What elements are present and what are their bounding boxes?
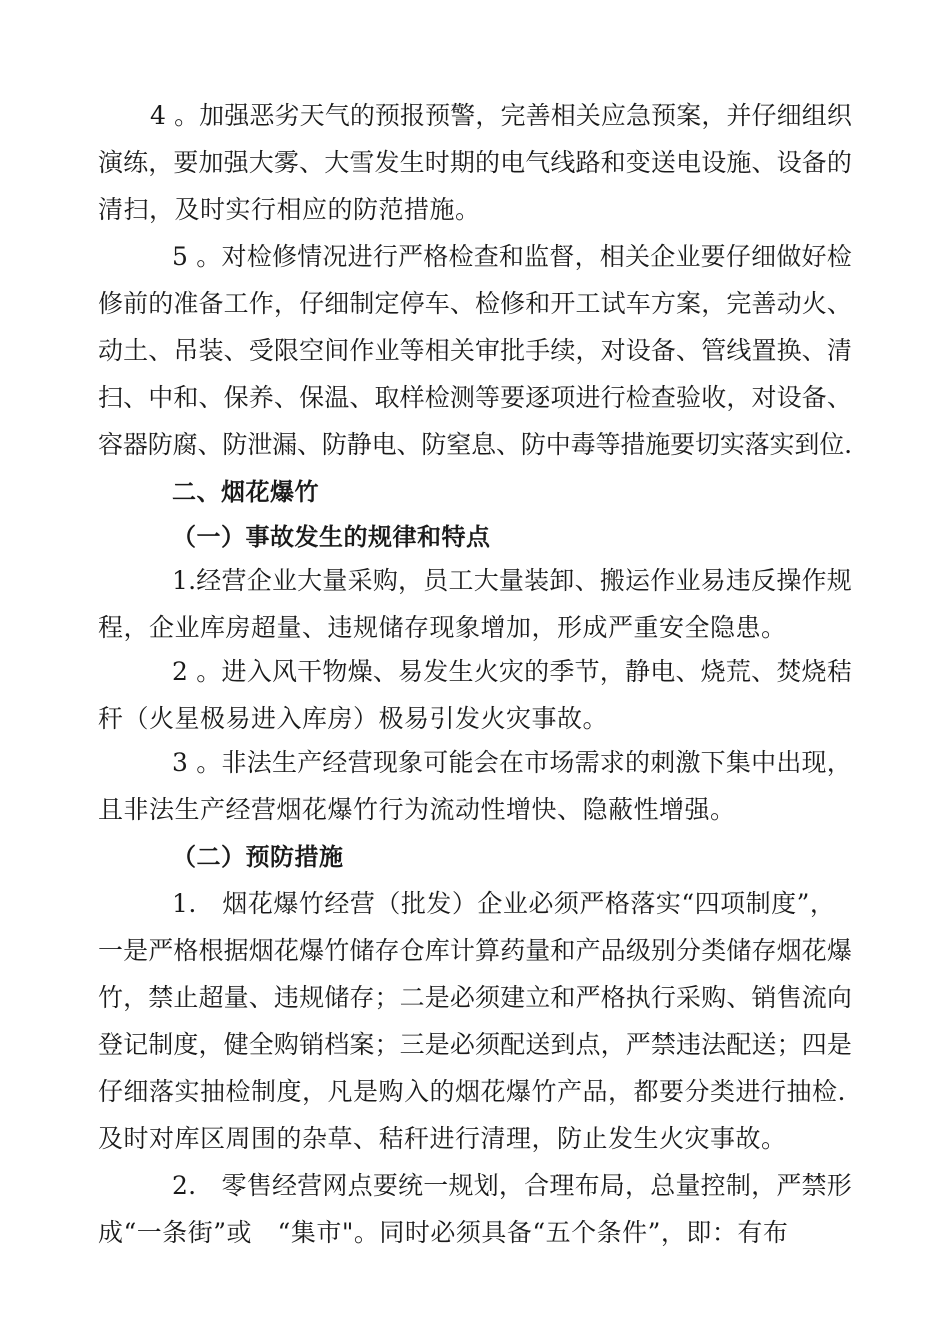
- text-line: 清扫，及时实行相应的防范措施。: [98, 195, 481, 224]
- text-line: 2 。进入风干物燥、易发生火灾的季节，静电、烧荒、焚烧秸: [172, 657, 852, 686]
- text-line: 演练，要加强大雾、大雪发生时期的电气线路和变送电设施、设备的: [98, 148, 852, 177]
- text-line: 登记制度，健全购销档案；三是必须配送到点，严禁违法配送；四是: [98, 1030, 852, 1059]
- text-line: 程，企业库房超量、违规储存现象增加，形成严重安全隐患。: [98, 613, 787, 642]
- subsection-heading: （二）预防措施: [172, 843, 344, 871]
- section-heading: 二、烟花爆竹: [172, 478, 319, 506]
- text-line: 成“一条街”或 “集市"。同时必须具备“五个条件”，即：有布: [98, 1218, 789, 1247]
- text-line: 2. 零售经营网点要统一规划，合理布局，总量控制，严禁形: [172, 1171, 852, 1200]
- text-line: 1.经营企业大量采购，员工大量装卸、搬运作业易违反操作规: [172, 566, 852, 595]
- text-line: 3 。非法生产经营现象可能会在市场需求的刺激下集中出现，: [172, 748, 852, 777]
- text-line: 且非法生产经营烟花爆竹行为流动性增快、隐蔽性增强。: [98, 795, 736, 824]
- text-line: 秆（火星极易进入库房）极易引发火灾事故。: [98, 704, 609, 733]
- text-line: 容器防腐、防泄漏、防静电、防窒息、防中毒等措施要切实落实到位.: [98, 430, 852, 459]
- text-line: 及时对库区周围的杂草、秸秆进行清理，防止发生火灾事故。: [98, 1124, 787, 1153]
- text-line: 修前的准备工作，仔细制定停车、检修和开工试车方案，完善动火、: [98, 289, 852, 318]
- text-line: 5 。对检修情况进行严格检查和监督，相关企业要仔细做好检: [172, 242, 852, 271]
- subsection-heading: （一）事故发生的规律和特点: [172, 523, 491, 551]
- text-line: 仔细落实抽检制度，凡是购入的烟花爆竹产品，都要分类进行抽检.: [98, 1077, 846, 1106]
- text-line: 竹，禁止超量、违规储存；二是必须建立和严格执行采购、销售流向: [98, 983, 852, 1012]
- text-line: 扫、中和、保养、保温、取样检测等要逐项进行检查验收，对设备、: [98, 383, 852, 412]
- text-line: 4 。加强恶劣天气的预报预警，完善相关应急预案，并仔细组织: [150, 101, 852, 130]
- text-line: 1. 烟花爆竹经营（批发）企业必须严格落实“四项制度”，: [172, 889, 836, 918]
- text-line: 一是严格根据烟花爆竹储存仓库计算药量和产品级别分类储存烟花爆: [98, 936, 852, 965]
- text-line: 动土、吊装、受限空间作业等相关审批手续，对设备、管线置换、清: [98, 336, 852, 365]
